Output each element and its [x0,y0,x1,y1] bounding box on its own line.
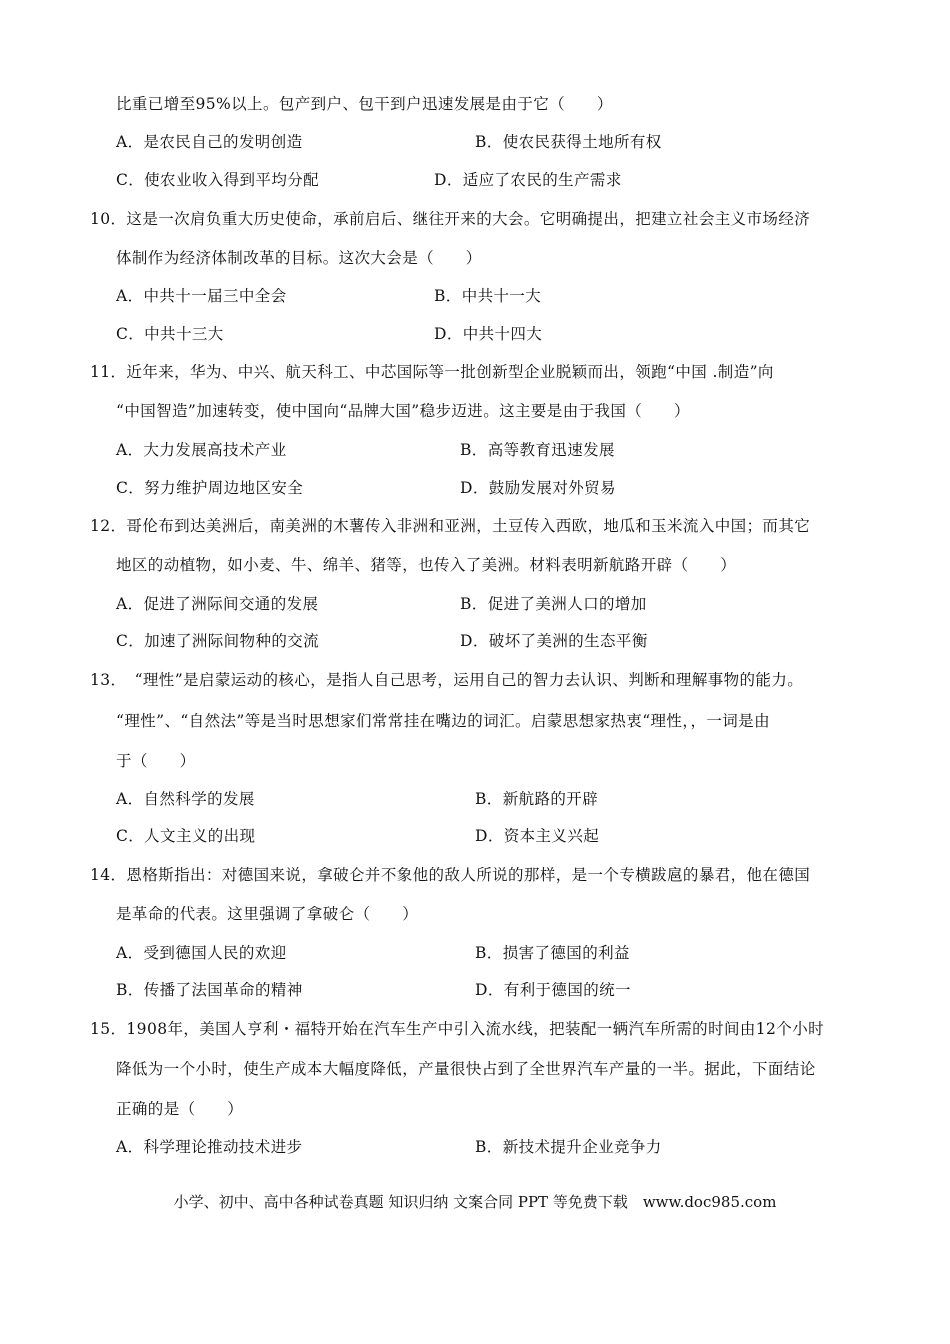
question-14-option-c: B．传播了法国革命的精神 [116,981,303,999]
question-9-option-a: A．是农民自己的发明创造 [116,133,303,151]
question-10-line-1: 10．这是一次肩负重大历史使命，承前启后、继往开来的大会。它明确提出，把建立社会主义市场经济 [90,210,811,228]
question-11-option-d: D．鼓励发展对外贸易 [460,479,616,497]
question-12-option-c: C．加速了洲际间物种的交流 [116,632,320,650]
question-13-option-a: A．自然科学的发展 [116,790,255,808]
question-13-option-c: C．人文主义的出现 [116,827,256,845]
question-9-option-d: D．适应了农民的生产需求 [434,171,622,189]
question-11-line-1: 11．近年来，华为、中兴、航天科工、中芯国际等一批创新型企业脱颖而出，领跑“中国 .制造”向 [90,363,774,381]
question-12-line-1: 12．哥伦布到达美洲后，南美洲的木薯传入非洲和亚洲，土豆传入西欧，地瓜和玉米流入中国；而其它 [90,517,811,535]
question-13-line-2: “理性”、“自然法”等是当时思想家们常常挂在嘴边的词汇。启蒙思想家热衷“理性，，一词是由 [116,712,770,730]
question-12-option-a: A．促进了洲际间交通的发展 [116,595,319,613]
question-10-option-a: A．中共十一届三中全会 [116,287,287,305]
page-footer: 小学、初中、高中各种试卷真题 知识归纳 文案合同 PPT 等免费下载 www.doc985.com [173,1193,777,1211]
question-11-line-2: “中国智造”加速转变，使中国向“品牌大国”稳步迈进。这主要是由于我国（ ） [116,402,690,420]
question-11-option-a: A．大力发展高技术产业 [116,441,287,459]
question-13-line-1: 13． “理性”是启蒙运动的核心，是指人自己思考，运用自己的智力去认识、判断和理解事物的能力。 [90,671,804,689]
question-13-line-3: 于（ ） [116,752,196,770]
question-9-option-c: C．使农业收入得到平均分配 [116,171,320,189]
question-15-line-2: 降低为一个小时，使生产成本大幅度降低，产量很快占到了全世界汽车产量的一半。据此，下面结论 [116,1060,816,1078]
question-13-option-b: B．新航路的开辟 [475,790,599,808]
question-10-option-c: C．中共十三大 [116,325,224,343]
question-9-option-b: B．使农民获得土地所有权 [475,133,662,151]
question-13-option-d: D．资本主义兴起 [475,827,600,845]
question-9-continuation: 比重已增至95%以上。包产到户、包干到户迅速发展是由于它（ ） [116,95,613,113]
question-14-option-d: D．有利于德国的统一 [475,981,631,999]
question-11-option-b: B．高等教育迅速发展 [460,441,615,459]
question-10-option-b: B．中共十一大 [434,287,542,305]
question-14-line-2: 是革命的代表。这里强调了拿破仑（ ） [116,905,419,923]
question-12-line-2: 地区的动植物，如小麦、牛、绵羊、猪等，也传入了美洲。材料表明新航路开辟（ ） [116,556,737,574]
question-15-line-1: 15．1908年，美国人亨利・福特开始在汽车生产中引入流水线，把装配一辆汽车所需的时间由12个小时 [90,1020,824,1038]
question-11-option-c: C．努力维护周边地区安全 [116,479,304,497]
question-12-option-b: B．促进了美洲人口的增加 [460,595,647,613]
question-10-option-d: D．中共十四大 [434,325,543,343]
question-10-line-2: 体制作为经济体制改革的目标。这次大会是（ ） [116,249,482,267]
question-14-option-b: B．损害了德国的利益 [475,944,630,962]
question-15-line-3: 正确的是（ ） [116,1100,244,1118]
question-12-option-d: D．破坏了美洲的生态平衡 [460,632,648,650]
question-14-option-a: A．受到德国人民的欢迎 [116,944,287,962]
question-15-option-b: B．新技术提升企业竞争力 [475,1138,662,1156]
question-14-line-1: 14．恩格斯指出：对德国来说，拿破仑并不象他的敌人所说的那样，是一个专横跋扈的暴君，他在德国 [90,866,811,884]
question-15-option-a: A．科学理论推动技术进步 [116,1138,303,1156]
